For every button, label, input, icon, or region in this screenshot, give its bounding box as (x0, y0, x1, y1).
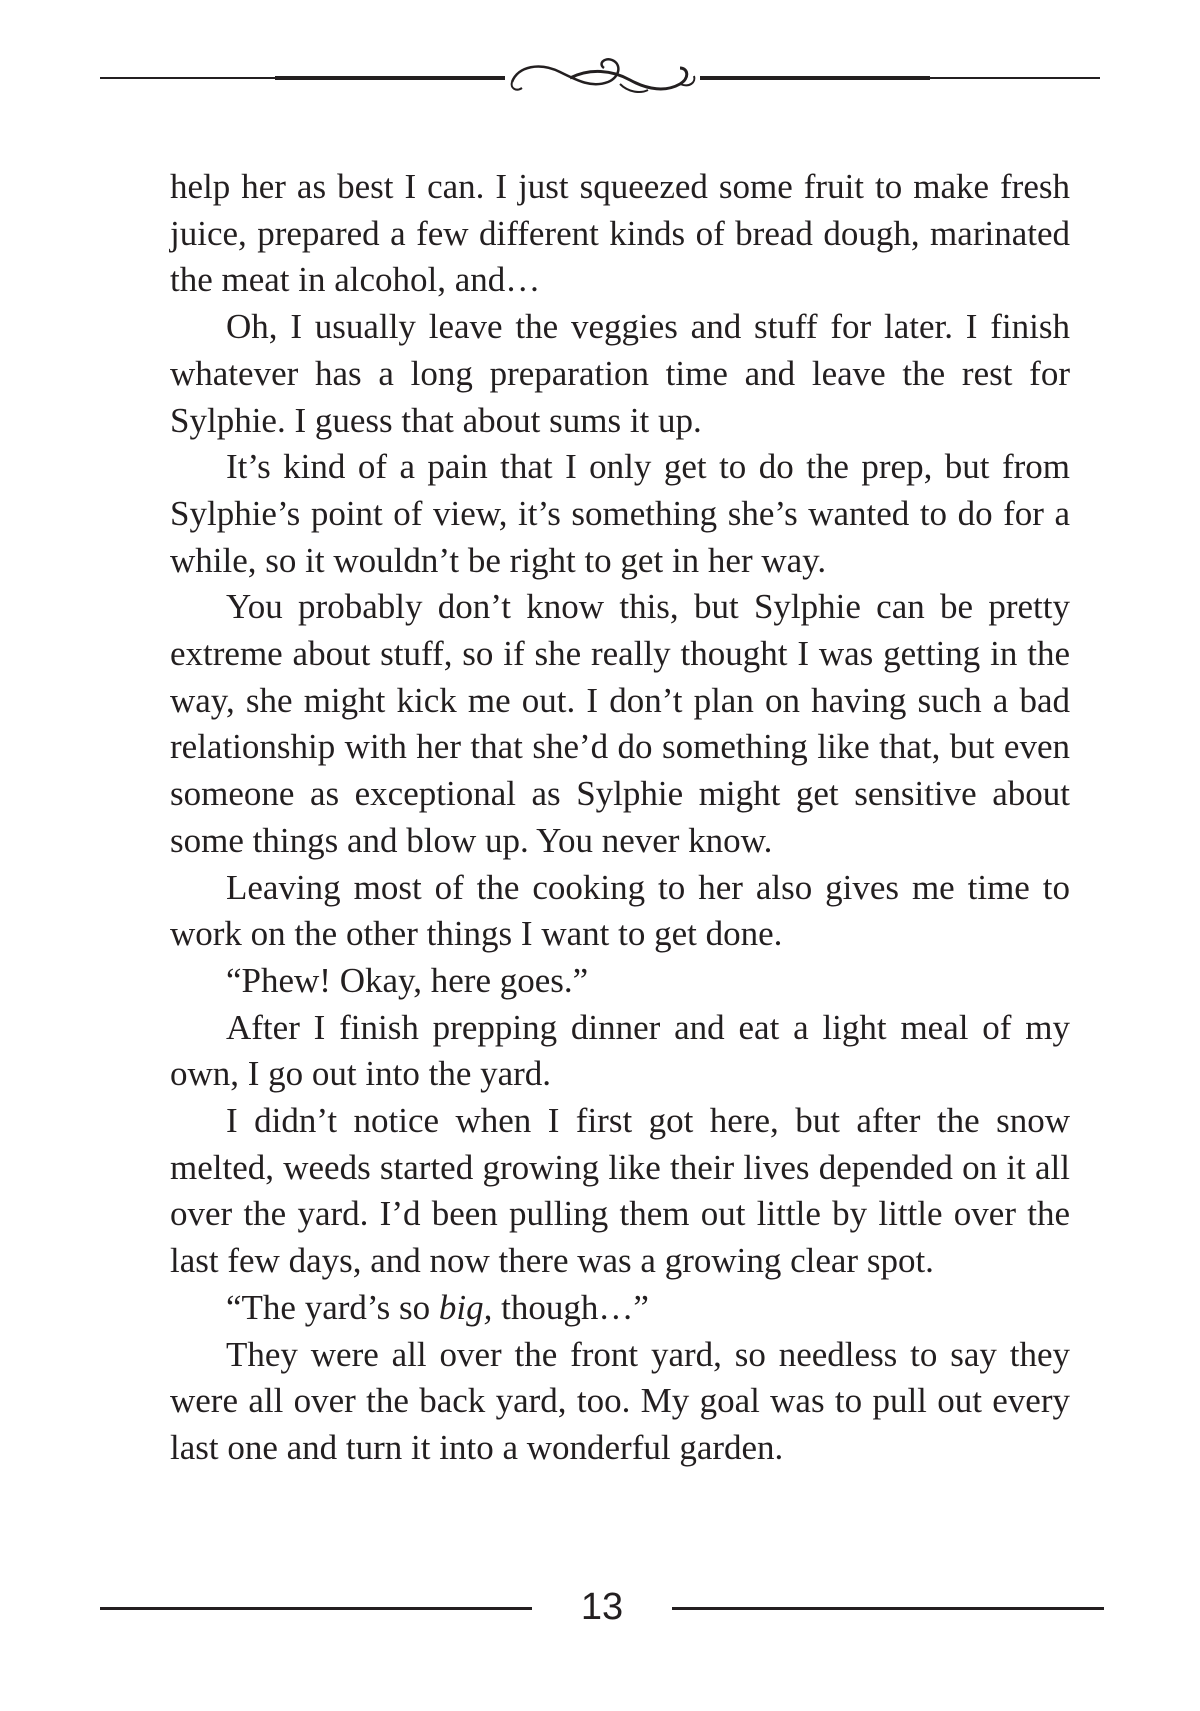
paragraph: They were all over the front yard, so needless to say they were all over the back yard, too. My goal was to pull out every last one and turn it into a wonderful garden. (170, 1334, 1070, 1467)
paragraph: You probably don’t know this, but Sylphie can be pretty extreme about stuff, so if she really thought I was getting in the way, she might kick me out. I don’t plan on having such a bad relationship with her that she’d do something like that, but even someone as exceptional as Sylphie might get sensitive about some things and blow up. You never know. (170, 587, 1070, 860)
header-ornament (100, 48, 1100, 108)
dialogue-text: “The yard’s so (226, 1287, 439, 1327)
flourish-divider-icon (100, 48, 1100, 108)
paragraph: I didn’t notice when I first got here, but after the snow melted, weeds started growing like their lives depended on it all over the yard. I’d been pulling them out little by little over the last few days, and now there was a growing clear spot. (170, 1101, 1070, 1281)
paragraph: Leaving most of the cooking to her also gives me time to work on the other things I want to get done. (170, 867, 1070, 954)
dialogue-text: though…” (492, 1287, 649, 1327)
page-footer (100, 1578, 1100, 1638)
footer-rule-left (100, 1607, 532, 1610)
paragraph: It’s kind of a pain that I only get to do the prep, but from Sylphie’s point of view, it’s something she’s wanted to do for a while, so it wouldn’t be right to get in her way. (170, 447, 1070, 580)
page-number: 13 (580, 1586, 624, 1628)
dialogue-line (170, 1285, 1070, 1332)
paragraph: After I finish prepping dinner and eat a light meal of my own, I go out into the yard. (170, 1007, 1070, 1094)
body-text (170, 164, 1070, 1472)
footer-rule-right (672, 1607, 1104, 1610)
emphasis-text: big, (438, 1287, 493, 1327)
paragraph: help her as best I can. I just squeezed some fruit to make fresh juice, prepared a few different kinds of bread dough, marinated the meat in alcohol, and… (170, 167, 1070, 300)
dialogue-line: “Phew! Okay, here goes.” (226, 960, 589, 1000)
paragraph: Oh, I usually leave the veggies and stuff for later. I finish whatever has a long preparation time and leave the rest for Sylphie. I guess that about sums it up. (170, 307, 1070, 440)
